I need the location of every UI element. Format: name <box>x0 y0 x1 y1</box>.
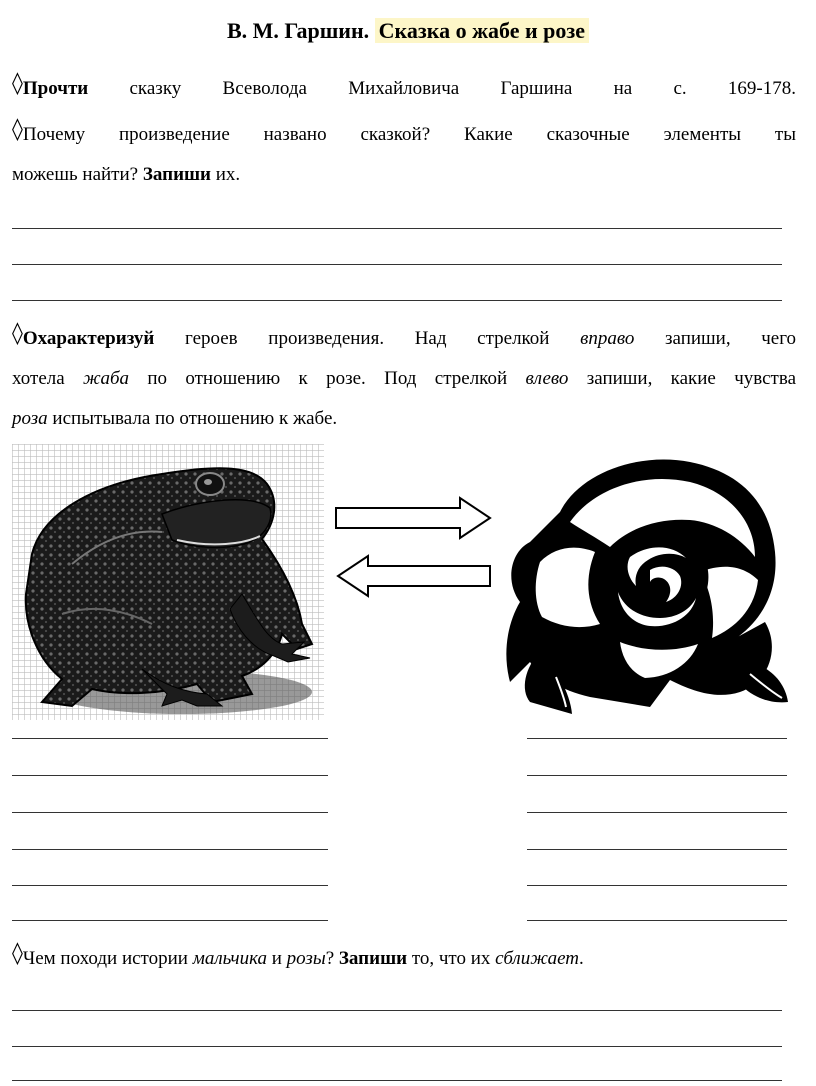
task-compare-text: то, что их <box>411 948 491 969</box>
answer-line[interactable] <box>12 1010 782 1011</box>
task-char-italic: влево <box>525 368 569 389</box>
answer-line[interactable] <box>12 738 328 739</box>
answer-line[interactable] <box>12 920 328 921</box>
title-author: В. М. Гаршин. <box>226 18 370 43</box>
answer-line[interactable] <box>12 812 328 813</box>
task-compare-italic: сближает <box>495 948 580 969</box>
task-char-text: запиши, какие чувства <box>586 368 797 389</box>
task-char-italic: жаба <box>83 368 130 389</box>
task-char-italic: роза <box>12 408 48 429</box>
task-compare-text: Чем походи истории <box>22 948 188 969</box>
task-why-line-2 <box>12 155 796 195</box>
task-read-text: сказку Всеволода Михайловича Гаршина на с. 169-178. <box>129 78 796 99</box>
answer-line[interactable] <box>12 228 782 229</box>
answer-line[interactable] <box>12 1080 782 1081</box>
answer-line[interactable] <box>12 885 328 886</box>
answer-line[interactable] <box>527 775 787 776</box>
arrow-right-icon <box>334 496 494 540</box>
task-compare-text: ? <box>325 948 335 969</box>
task-compare-italic: розы <box>286 948 326 969</box>
task-why-line-1 <box>12 114 796 155</box>
task-compare-italic: мальчика <box>192 948 267 969</box>
task-read-verb: Прочти <box>22 78 89 99</box>
task-compare <box>12 938 796 979</box>
answer-line[interactable] <box>12 300 782 301</box>
task-char-line-3 <box>12 399 796 439</box>
diamond-bullet-icon: ◊ <box>12 941 23 966</box>
task-char-text: героев произведения. Над стрелкой <box>185 328 550 349</box>
answer-line[interactable] <box>527 812 787 813</box>
answer-line[interactable] <box>12 1046 782 1047</box>
task-char-text: запиши, чего <box>665 328 797 349</box>
answer-line[interactable] <box>12 849 328 850</box>
task-char-line-1 <box>12 318 796 359</box>
answer-line[interactable] <box>527 885 787 886</box>
task-char-italic: вправо <box>580 328 635 349</box>
task-char-text: по отношению к розе. Под стрелкой <box>147 368 508 389</box>
answer-line[interactable] <box>527 920 787 921</box>
toad-illustration <box>12 444 324 720</box>
task-char-line-2 <box>12 359 796 399</box>
title-work: Сказка о жабе и розе <box>375 18 589 43</box>
diamond-bullet-icon: ◊ <box>12 71 23 96</box>
page-title <box>0 14 816 48</box>
diamond-bullet-icon: ◊ <box>12 321 23 346</box>
task-char-text: хотела <box>12 368 65 389</box>
answer-line[interactable] <box>12 775 328 776</box>
task-characterize <box>12 318 796 439</box>
rose-illustration <box>500 452 790 714</box>
task-compare-text: и <box>271 948 282 969</box>
task-read <box>12 68 796 109</box>
answer-line[interactable] <box>527 738 787 739</box>
task-char-verb: Охарактеризуй <box>22 328 155 349</box>
answer-line[interactable] <box>12 264 782 265</box>
task-why-verb: Запиши <box>142 164 212 185</box>
task-why-text-c: их. <box>215 164 241 185</box>
task-why-text-b: можешь найти? <box>12 164 139 185</box>
arrow-left-icon <box>334 554 494 598</box>
task-compare-verb: Запиши <box>338 948 408 969</box>
task-compare-text: . <box>579 948 584 969</box>
task-char-text: испытывала по отношению к жабе. <box>52 408 338 429</box>
answer-line[interactable] <box>527 849 787 850</box>
diamond-bullet-icon: ◊ <box>12 117 23 142</box>
task-why-text-a: Почему произведение названо сказкой? Какие сказочные элементы ты <box>22 124 796 145</box>
task-why-fairytale <box>12 114 796 195</box>
